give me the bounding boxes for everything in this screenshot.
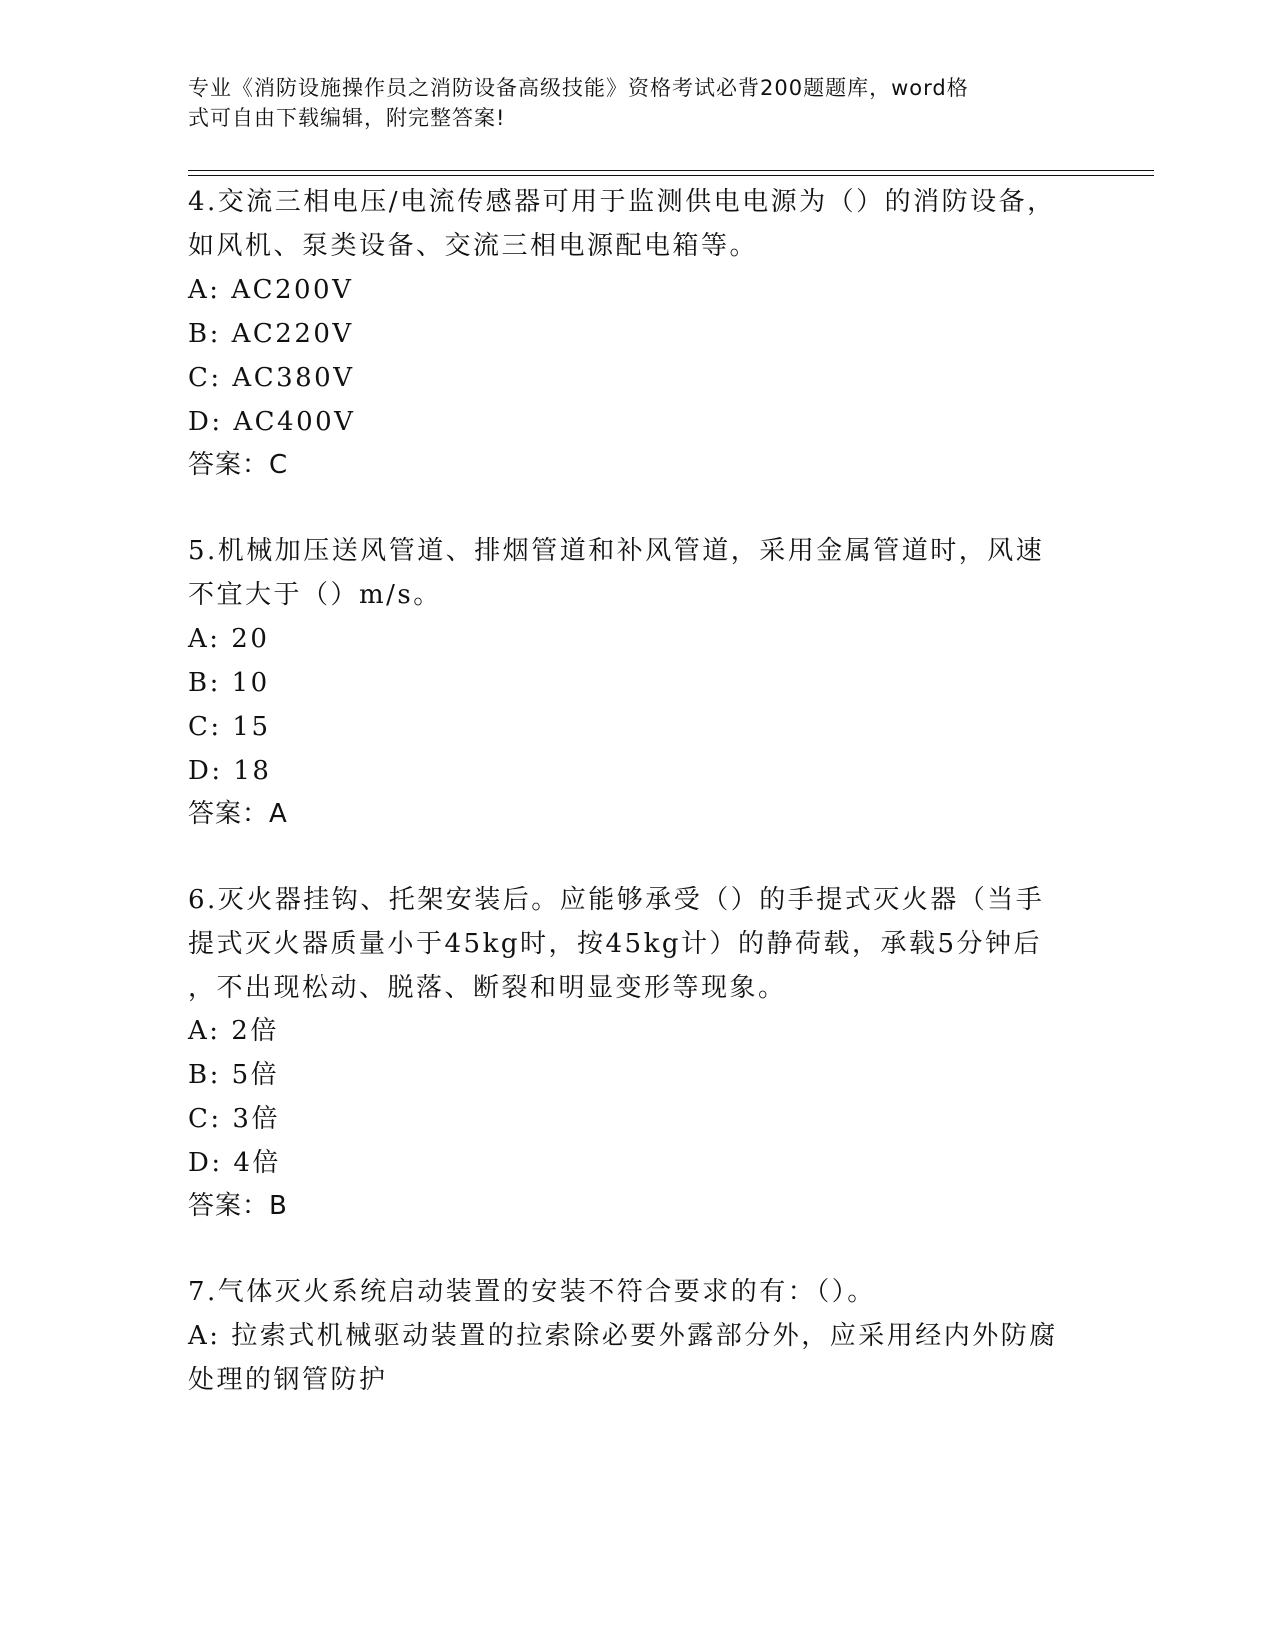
option-d: D: 4倍	[188, 1148, 281, 1178]
option-a: A: 20	[188, 624, 270, 654]
question-stem-line: 6.灭火器挂钩、托架安装后。应能够承受（）的手提式灭火器（当手	[188, 885, 1045, 915]
option-c: C: 15	[188, 712, 271, 742]
option-a-continued: 处理的钢管防护	[188, 1365, 388, 1395]
answer-label: 答案：B	[188, 1191, 288, 1221]
question-stem-line: 如风机、泵类设备、交流三相电源配电箱等。	[188, 231, 759, 261]
question-stem-line: 5.机械加压送风管道、排烟管道和补风管道，采用金属管道时，风速	[188, 536, 1045, 566]
answer-label: 答案：C	[188, 450, 289, 480]
question-stem-line: 提式灭火器质量小于45kg时，按45kg计）的静荷载，承载5分钟后	[188, 929, 1043, 959]
question-stem-line: 4.交流三相电压/电流传感器可用于监测供电电源为（）的消防设备，	[188, 187, 1056, 217]
option-b: B: 5倍	[188, 1060, 280, 1090]
option-a: A: AC200V	[188, 275, 354, 305]
option-c: C: AC380V	[188, 363, 355, 393]
question-stem-line: ，不出现松动、脱落、断裂和明显变形等现象。	[188, 973, 787, 1003]
document-header-line-1: 专业《消防设施操作员之消防设备高级技能》资格考试必背200题题库，word格	[188, 76, 969, 100]
header-rule-top	[188, 170, 1154, 171]
document-header-line-2: 式可自由下载编辑，附完整答案!	[188, 106, 506, 130]
option-d: D: 18	[188, 756, 272, 786]
option-d: D: AC400V	[188, 407, 356, 437]
option-a: A: 2倍	[188, 1016, 279, 1046]
question-stem-line: 不宜大于（）m/s。	[188, 580, 442, 610]
option-c: C: 3倍	[188, 1104, 280, 1134]
header-rule-bottom	[188, 175, 1154, 176]
option-a: A: 拉索式机械驱动装置的拉索除必要外露部分外，应采用经内外防腐	[188, 1321, 1058, 1351]
option-b: B: AC220V	[188, 319, 354, 349]
question-stem-line: 7.气体灭火系统启动装置的安装不符合要求的有：（）。	[188, 1277, 876, 1307]
answer-label: 答案：A	[188, 799, 288, 829]
option-b: B: 10	[188, 668, 270, 698]
